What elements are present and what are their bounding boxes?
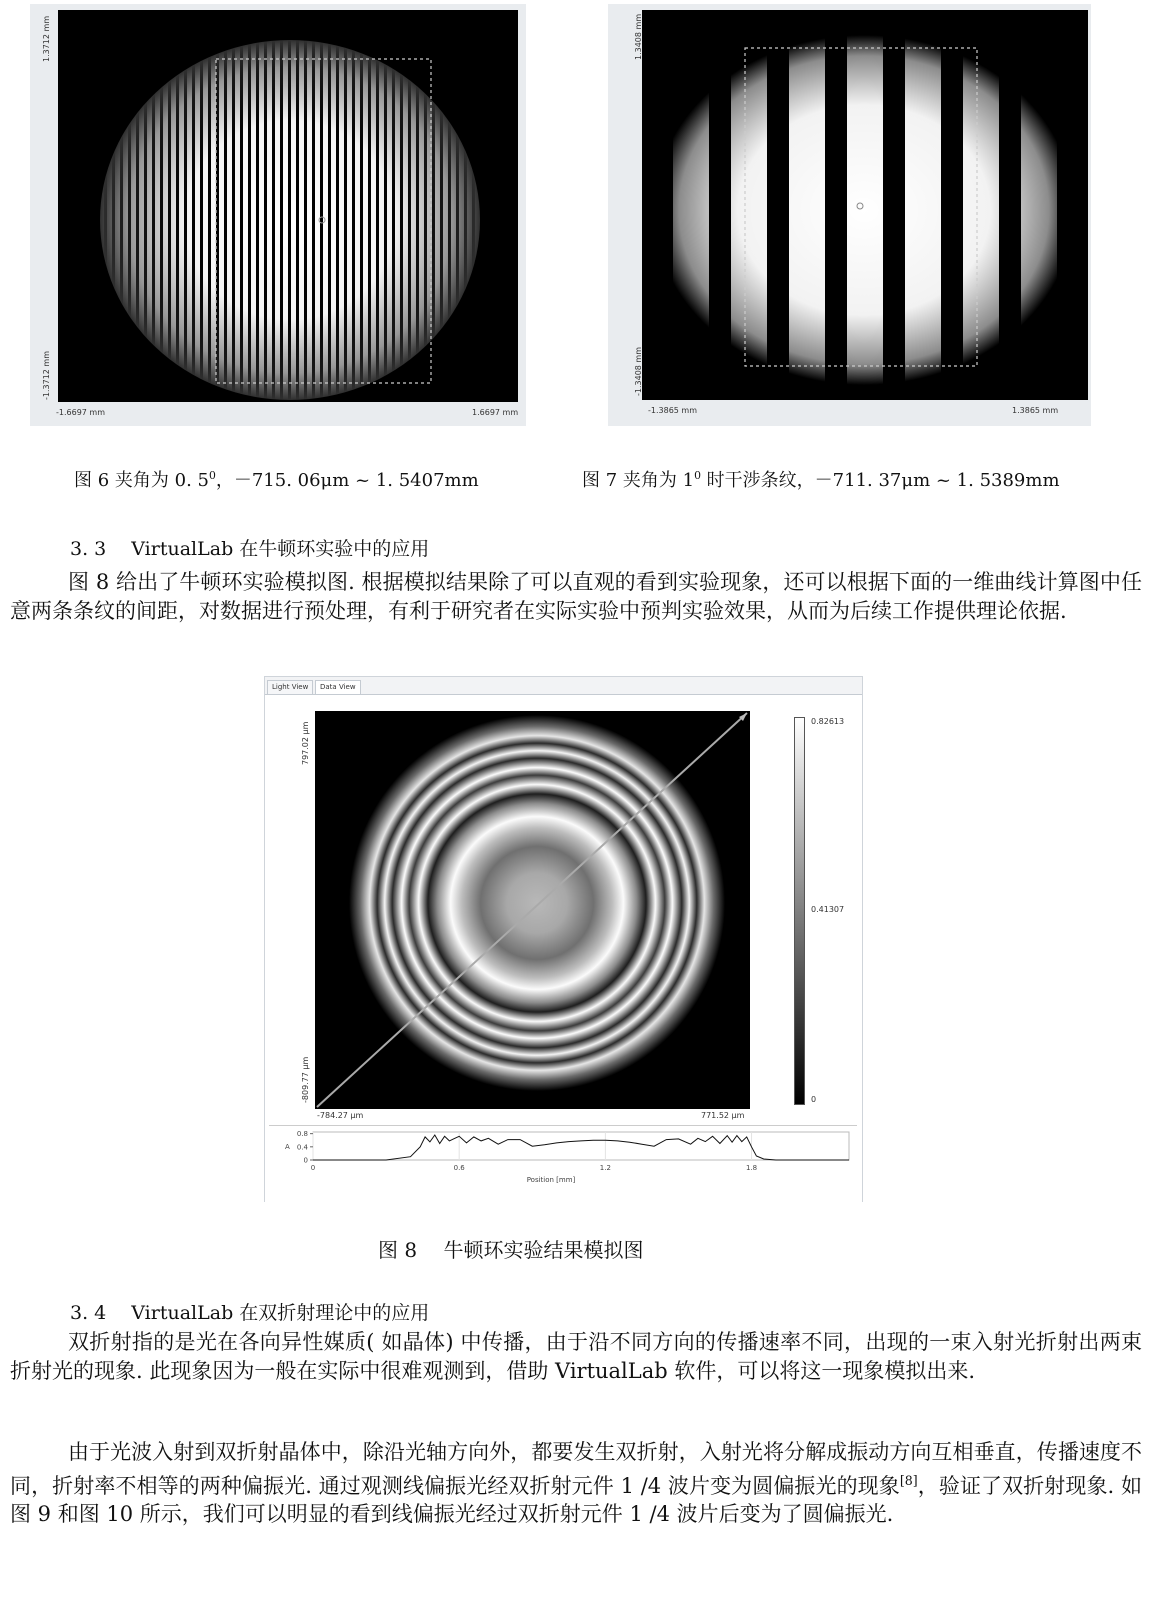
fig6-fringe-image: [58, 10, 518, 402]
profile-plot-area: [313, 1132, 849, 1160]
figure-7-caption: 图 7 夹角为 $1^0$ 时干涉条纹，－711. 37μm ~ 1. 5389mm: [582, 469, 1060, 491]
y-tick-label: 0: [303, 1156, 308, 1165]
colorbar-max-label: 0.82613: [811, 717, 845, 726]
x-tick-label: 1.8: [745, 1164, 758, 1172]
figure-6-caption: 图 6 夹角为 0. $5^0$，－715. 06μm ~ 1. 5407mm: [74, 469, 479, 491]
profile-chart-panel: [269, 1125, 857, 1200]
fig6-y-top-label: 1.3712 mm: [42, 15, 51, 62]
y-tick-label: 0.8: [296, 1130, 308, 1139]
profile-chart: [269, 1126, 857, 1200]
figure-8: [264, 676, 863, 1202]
fig7-fringe-plot: [642, 10, 1088, 400]
x-tick-label: 0: [310, 1164, 316, 1172]
y-axis-label: A: [285, 1143, 290, 1151]
newton-rings-plot: [315, 711, 750, 1109]
x-tick-label: 0.6: [453, 1164, 465, 1172]
fig6-x-left-label: -1.6697 mm: [56, 408, 106, 417]
section-3-4-heading: 3. 4 VirtualLab 在双折射理论中的应用: [70, 1302, 430, 1324]
fig6-x-right-label: 1.6697 mm: [472, 408, 519, 417]
colorbar: [794, 717, 805, 1105]
figure-6: [30, 4, 526, 426]
fig7-y-bottom-label: -1.3408 mm: [634, 346, 643, 396]
section-3-3-paragraph: 图 8 给出了牛顿环实验模拟图. 根据模拟结果除了可以直观的看到实验现象，还可以根据下面的一维曲线计算图中任意两条条纹的间距，对数据进行预处理，有利于研究者在实际实验中预判实验效果，从而为后续工作提供理论依据.: [10, 570, 1142, 623]
section-3-4-paragraph-2: 由于光波入射到双折射晶体中，除沿光轴方向外，都要发生双折射，入射光将分解成振动方向互相垂直，传播速度不同，折射率不相等的两种偏振光. 通过观测线偏振光经双折射元件 1 /4 波片变为圆偏振光的现象[8]，验证了双折射现象. 如图 9 和图 10 所示，我们可以明显的看到线偏振光经过双折射元件 1 /4 波片后变为了圆偏振光.: [10, 1440, 1142, 1526]
fig8-y-bottom-label: -809.77 μm: [301, 1056, 310, 1103]
fig6-y-bottom-label: -1.3712 mm: [42, 350, 51, 400]
data-view-panel: [265, 694, 862, 1202]
fig6-fringe-plot: [58, 10, 518, 402]
fig8-x-left-label: -784.27 μm: [317, 1111, 364, 1120]
x-tick-label: 1.2: [599, 1164, 611, 1172]
fig7-x-right-label: 1.3865 mm: [1012, 406, 1059, 415]
tab-light-view[interactable]: Light View: [267, 680, 313, 695]
section-3-4-paragraph-1: 双折射指的是光在各向异性媒质( 如晶体) 中传播，由于沿不同方向的传播速率不同，出现的一束入射光折射出两束折射光的现象. 此现象因为一般在实际中很难观测到，借助 VirtualLab 软件，可以将这一现象模拟出来.: [10, 1330, 1142, 1383]
section-3-3-heading: 3. 3 VirtualLab 在牛顿环实验中的应用: [70, 538, 430, 560]
figure-7: [608, 4, 1091, 426]
figure-8-caption: 图 8 牛顿环实验结果模拟图: [378, 1238, 644, 1262]
fig7-y-top-label: 1.3408 mm: [634, 13, 643, 60]
fig8-x-right-label: 771.52 μm: [701, 1111, 745, 1120]
fig7-x-left-label: -1.3865 mm: [648, 406, 698, 415]
newton-rings-image: [315, 711, 750, 1109]
y-tick-label: 0.4: [296, 1143, 308, 1152]
fig7-fringe-image: [642, 10, 1088, 400]
reference-marker[interactable]: [8]: [899, 1472, 918, 1488]
colorbar-min-label: 0: [811, 1095, 817, 1104]
x-axis-label: Position [mm]: [526, 1176, 576, 1184]
colorbar-mid-label: 0.41307: [811, 905, 845, 914]
fig8-y-top-label: 797.02 μm: [301, 721, 310, 765]
tab-data-view[interactable]: Data View: [315, 680, 361, 695]
